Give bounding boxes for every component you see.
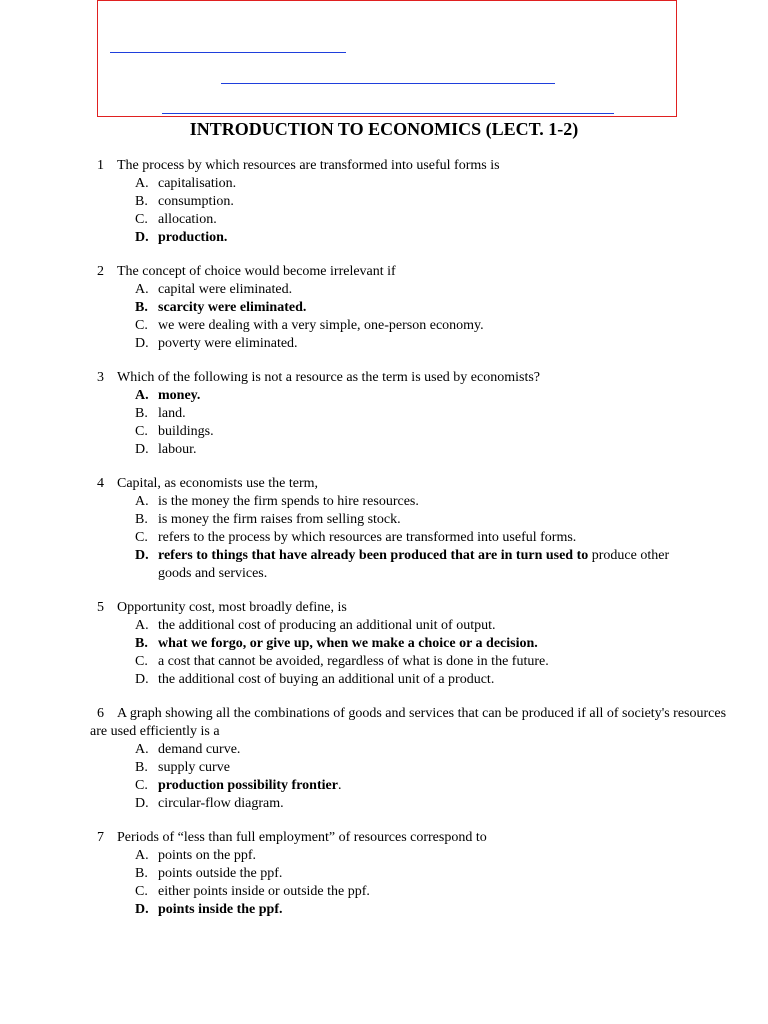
option-text: poverty were eliminated. [158,336,298,351]
option-text: what we forgo, or give up, when we make a choice or a decision. [158,636,538,651]
option-letter: B. [135,512,148,527]
option-b [0,193,768,211]
option-text: buildings. [158,424,214,439]
option-b-correct [0,299,768,317]
option-c [0,211,768,229]
option-letter: D. [135,796,149,811]
question-stem-text: A graph showing all the combinations of goods and services that can be produced if all of society's resources are used efficiently is a [90,706,727,739]
question-number: 6 [97,706,104,721]
option-text: the additional cost of producing an additional unit of output. [158,618,496,633]
blank-line-2 [221,83,555,84]
option-letter: C. [135,778,148,793]
option-letter: A. [135,618,149,633]
option-text: we were dealing with a very simple, one-person economy. [158,318,484,333]
option-text: supply curve [158,760,230,775]
option-d [0,671,768,689]
option-letter: C. [135,212,148,227]
option-letter: D. [135,230,149,245]
option-text: capital were eliminated. [158,282,293,297]
option-text: is money the firm raises from selling stock. [158,512,401,527]
option-letter: C. [135,530,148,545]
blank-line-3 [162,113,614,114]
option-letter: A. [135,282,149,297]
option-letter: B. [135,866,148,881]
option-d-correct [0,901,768,919]
option-b-correct [0,635,768,653]
question-number: 3 [97,370,104,385]
option-a-correct [0,387,768,405]
option-text-bold: refers to things that have already been produced that are in turn used to [158,548,589,563]
page-title: INTRODUCTION TO ECONOMICS (LECT. 1-2) [189,119,579,139]
option-a [0,493,768,511]
option-text: capitalisation. [158,176,237,191]
option-text: demand curve. [158,742,241,757]
option-a [0,175,768,193]
option-letter: C. [135,318,148,333]
question-1 [0,157,768,247]
question-5 [0,599,768,689]
option-letter: D. [135,902,149,917]
option-text: land. [158,406,186,421]
question-stem [0,705,768,741]
option-b [0,865,768,883]
option-c [0,423,768,441]
question-number: 5 [97,600,104,615]
question-number: 7 [97,830,104,845]
option-text: labour. [158,442,197,457]
option-letter: B. [135,194,148,209]
option-b [0,405,768,423]
option-b [0,759,768,777]
option-letter: B. [135,636,148,651]
question-6 [0,705,768,813]
option-text: allocation. [158,212,217,227]
question-number: 1 [97,158,104,173]
option-c [0,529,768,547]
option-letter: D. [135,442,149,457]
question-7 [0,829,768,919]
option-c-correct [0,777,768,795]
option-letter: C. [135,884,148,899]
option-letter: A. [135,742,149,757]
option-text: circular-flow diagram. [158,796,284,811]
option-text: the additional cost of buying an additional unit of a product. [158,672,495,687]
option-letter: A. [135,494,149,509]
option-text: refers to the process by which resources are transformed into useful forms. [158,530,577,545]
question-stem: Opportunity cost, most broadly define, is [117,600,347,615]
option-letter: A. [135,176,149,191]
option-d-correct [0,547,768,583]
option-letter: B. [135,406,148,421]
option-text: scarcity were eliminated. [158,300,307,315]
option-text-rest: . [337,778,342,793]
option-d [0,441,768,459]
question-stem: The process by which resources are transformed into useful forms is [117,158,500,173]
option-text: points on the ppf. [158,848,256,863]
option-b [0,511,768,529]
option-text-rest: produce other goods and services. [158,548,670,581]
option-letter: C. [135,424,148,439]
option-text: consumption. [158,194,234,209]
question-2 [0,263,768,353]
option-a [0,617,768,635]
option-c [0,317,768,335]
option-text: is the money the firm spends to hire resources. [158,494,419,509]
option-a [0,281,768,299]
option-a [0,741,768,759]
question-stem: Periods of “less than full employment” of resources correspond to [117,830,487,845]
option-letter: B. [135,760,148,775]
question-3 [0,369,768,459]
question-4 [0,475,768,583]
option-d-correct [0,229,768,247]
option-text: money. [158,388,201,403]
option-text-bold: production possibility frontier [158,778,338,793]
question-stem: Which of the following is not a resource as the term is used by economists? [117,370,541,385]
blank-line-1 [110,52,346,53]
option-text: production. [158,230,228,245]
question-stem: The concept of choice would become irrelevant if [117,264,396,279]
question-list [0,157,768,935]
header-box [97,0,677,117]
option-a [0,847,768,865]
option-d [0,795,768,813]
question-number: 2 [97,264,104,279]
option-c [0,883,768,901]
option-c [0,653,768,671]
option-d [0,335,768,353]
option-letter: A. [135,388,149,403]
option-letter: A. [135,848,149,863]
option-letter: D. [135,672,149,687]
option-text: a cost that cannot be avoided, regardless of what is done in the future. [158,654,549,669]
option-text: points inside the ppf. [158,902,283,917]
option-letter: D. [135,336,149,351]
question-number: 4 [97,476,104,491]
question-stem: Capital, as economists use the term, [117,476,319,491]
option-text: either points inside or outside the ppf. [158,884,370,899]
option-letter: C. [135,654,148,669]
option-letter: B. [135,300,148,315]
option-letter: D. [135,548,149,563]
option-text: points outside the ppf. [158,866,283,881]
